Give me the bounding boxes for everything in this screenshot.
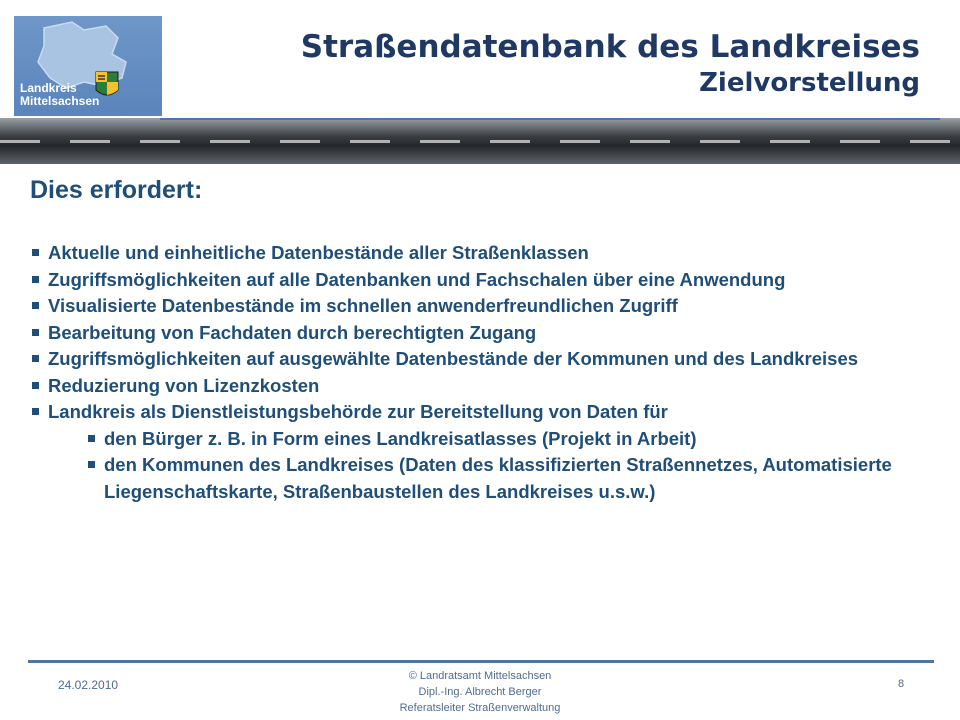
landkreis-logo: [14, 16, 162, 116]
footer-date: 24.02.2010: [58, 678, 119, 692]
list-item-text: Landkreis als Dienstleistungsbehörde zur Bereitstellung von Daten für: [48, 401, 668, 422]
list-item-text: Reduzierung von Lizenzkosten: [48, 374, 320, 396]
square-bullet-icon: [32, 408, 39, 415]
list-item-text: den Kommunen des Landkreises (Daten des klassifizierten Straßennetzes, Automatisierte Liegenschaftskarte, Straßenbaustellen des Landkreises u.s.w.): [104, 454, 892, 502]
list-item-text: den Bürger z. B. in Form eines Landkreisatlasses (Projekt in Arbeit): [104, 427, 697, 449]
content-heading: Dies erfordert:: [30, 176, 203, 204]
header-divider: [160, 118, 940, 120]
square-bullet-icon: [32, 382, 39, 389]
list-item-text: Zugriffsmöglichkeiten auf alle Datenbanken und Fachschalen über eine Anwendung: [48, 268, 786, 290]
footer-copyright: © Landratsamt Mittelsachsen: [408, 670, 552, 682]
footer-divider: [28, 660, 934, 663]
road-marking: [0, 140, 960, 143]
square-bullet-icon: [32, 276, 39, 283]
list-item: [30, 267, 950, 294]
footer-credits: [380, 668, 580, 716]
square-bullet-icon: [32, 355, 39, 362]
square-bullet-icon: [32, 329, 39, 336]
list-item-text: Aktuelle und einheitliche Datenbestände aller Straßenklassen: [48, 242, 589, 263]
requirements-list: [30, 240, 950, 505]
list-item: [30, 346, 950, 373]
square-bullet-icon: [32, 302, 39, 309]
sub-list-item: [86, 426, 950, 453]
page-number: 8: [898, 678, 905, 690]
list-item: [30, 399, 950, 426]
road-banner: [0, 118, 960, 164]
square-bullet-icon: [88, 461, 95, 468]
logo-text-line1: Landkreis: [20, 81, 77, 95]
list-item-text: Bearbeitung von Fachdaten durch berechtigten Zugang: [48, 321, 537, 343]
slide-subtitle: Zielvorstellung: [699, 68, 920, 98]
square-bullet-icon: [88, 435, 95, 442]
sub-list-item: [86, 452, 950, 505]
list-item: [30, 293, 950, 320]
list-item-text: Zugriffsmöglichkeiten auf ausgewählte Datenbestände der Kommunen und des Landkreises: [48, 348, 859, 369]
list-item: [30, 320, 950, 347]
footer-author: Dipl.-Ing. Albrecht Berger: [418, 686, 542, 698]
list-item-text: Visualisierte Datenbestände im schnellen anwenderfreundlichen Zugriff: [48, 295, 678, 316]
slide-header: [301, 28, 920, 100]
list-item: [30, 240, 950, 267]
logo-text-line2: Mittelsachsen: [20, 94, 100, 108]
footer-role: Referatsleiter Straßenverwaltung: [399, 702, 561, 714]
slide-title: Straßendatenbank des Landkreises: [300, 29, 920, 65]
square-bullet-icon: [32, 249, 39, 256]
list-item: [30, 373, 950, 400]
